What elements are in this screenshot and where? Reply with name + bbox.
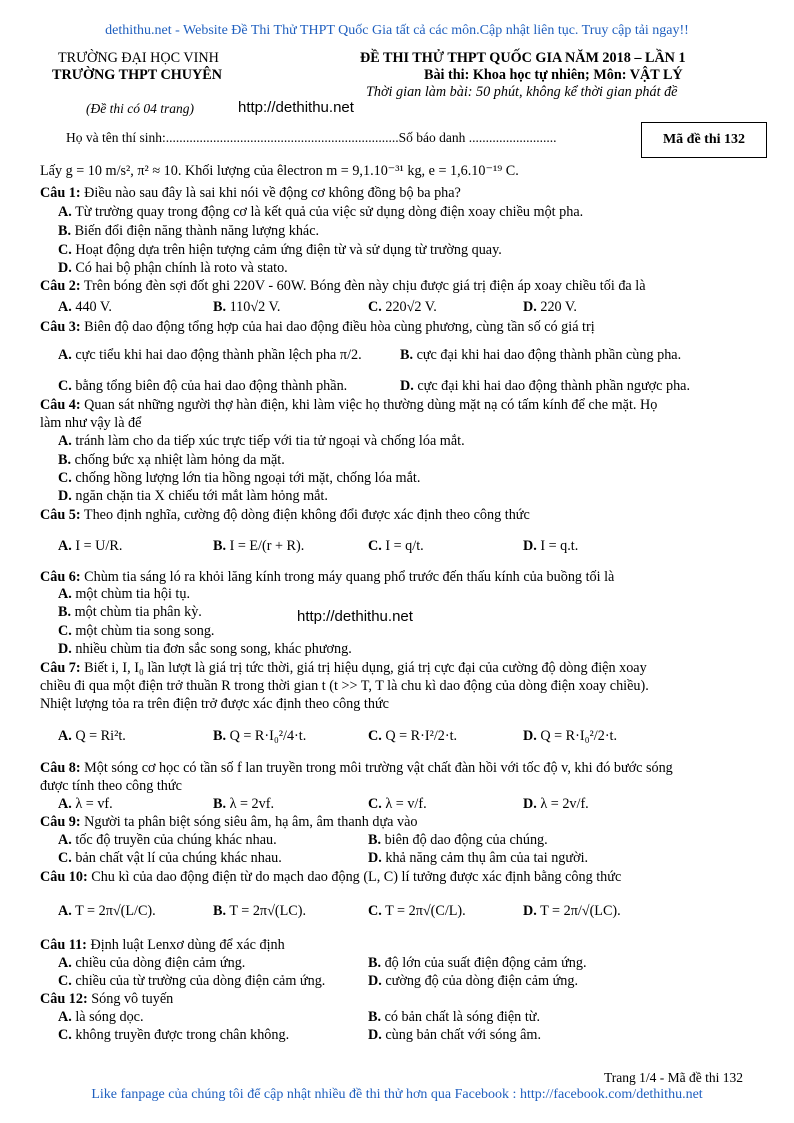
question-3 [40, 318, 595, 336]
option-a: T = 2π√(L/C). [75, 903, 156, 919]
option-b: I = E/(r + R). [229, 538, 305, 554]
option-c: chống hồng lượng lớn tia hồng ngoại tới mặt, chống lóa mắt. [75, 470, 421, 486]
question-1 [40, 184, 461, 202]
option-c: một chùm tia song song. [75, 623, 215, 639]
question-text: Sóng vô tuyến [91, 991, 174, 1007]
question-text-cont: làm như vậy là để [40, 415, 142, 431]
option-b: độ lớn của suất điện động cảm ứng. [384, 955, 587, 971]
question-8 [40, 759, 673, 777]
option-b: λ = 2vf. [229, 796, 274, 812]
option-d: 220 V. [540, 299, 577, 315]
option-b: T = 2π√(LC). [229, 903, 306, 919]
option-c: 220√2 V. [385, 299, 437, 315]
option-b: chống bức xạ nhiệt làm hỏng da mặt. [74, 452, 285, 468]
page-footer: Trang 1/4 - Mã đề thi 132 [604, 1070, 743, 1085]
question-label: Câu 2: [40, 278, 81, 294]
option-d: cùng bản chất với sóng âm. [385, 1027, 541, 1043]
option-c: chiều của từ trường của dòng điện cảm ứng. [75, 973, 326, 989]
pages-note: (Đề thi có 04 trang) [86, 101, 194, 116]
option-d: T = 2π/√(LC). [540, 903, 621, 919]
exam-code-box: Mã đề thi 132 [641, 122, 767, 158]
question-text: Quan sát những người thợ hàn điện, khi làm việc họ thường dùng mặt nạ có tấm kính để che mặt. Họ [84, 397, 658, 413]
option-b: có bản chất là sóng điện từ. [384, 1009, 540, 1025]
question-text-cont: Nhiệt lượng tỏa ra trên điện trở được xác định theo công thức [40, 696, 389, 712]
question-label: Câu 4: [40, 397, 81, 413]
option-a: chiều của dòng điện cảm ứng. [75, 955, 246, 971]
option-d: λ = 2v/f. [540, 796, 589, 812]
option-b: biên độ dao động của chúng. [384, 832, 548, 848]
question-label: Câu 1: [40, 185, 81, 201]
option-d: cực đại khi hai dao động thành phần ngược pha. [417, 378, 691, 394]
option-a: λ = vf. [75, 796, 113, 812]
question-7 [40, 659, 647, 677]
question-10 [40, 868, 621, 886]
question-12 [40, 990, 173, 1008]
option-c: T = 2π√(C/L). [385, 903, 466, 919]
option-b: một chùm tia phân kỳ. [74, 604, 202, 620]
option-c: I = q/t. [385, 538, 424, 554]
option-c: không truyền được trong chân không. [75, 1027, 290, 1043]
option-b: Biến đổi điện năng thành năng lượng khác. [74, 223, 320, 239]
question-text: Biết i, I, I₀ lần lượt là giá trị tức thời, giá trị hiệu dụng, giá trị cực đại của cường độ dòng điện xoay [84, 660, 647, 676]
question-text: Trên bóng đèn sợi đốt ghi 220V - 60W. Bóng đèn này chịu được giá trị điện áp xoay chiều tối đa là [83, 278, 646, 294]
option-b: 110√2 V. [229, 299, 281, 315]
option-a: tốc độ truyền của chúng khác nhau. [75, 832, 277, 848]
option-a: 440 V. [75, 299, 112, 315]
option-d: nhiều chùm tia đơn sắc song song, khác phương. [75, 641, 352, 657]
question-label: Câu 9: [40, 814, 81, 830]
option-c: bằng tổng biên độ của hai dao động thành phần. [75, 378, 348, 394]
question-text: Điều nào sau đây là sai khi nói về động cơ không đồng bộ ba pha? [84, 185, 461, 201]
question-text-cont: được tính theo công thức [40, 778, 182, 794]
option-c: Hoạt động dựa trên hiện tượng cảm ứng điện từ và sử dụng từ trường quay. [75, 242, 502, 258]
question-label: Câu 10: [40, 869, 88, 885]
question-text: Biên độ dao động tổng hợp của hai dao động điều hòa cùng phương, cùng tần số có giá trị [84, 319, 595, 335]
question-11 [40, 936, 285, 954]
question-label: Câu 11: [40, 937, 87, 953]
option-d: Q = R·I₀²/2·t. [540, 728, 618, 744]
given-constants: Lấy g = 10 m/s², π² ≈ 10. Khối lượng của êlectron m = 9,1.10⁻³¹ kg, e = 1,6.10⁻¹⁹ C. [40, 163, 519, 179]
option-d: cường độ của dòng điện cảm ứng. [385, 973, 579, 989]
question-2 [40, 277, 646, 295]
bottom-banner[interactable]: Like fanpage của chúng tôi để cập nhật nhiều đề thi thử hơn qua Facebook : http://facebook.com/dethithu.net [91, 1087, 703, 1102]
option-c: Q = R·I²/2·t. [385, 728, 458, 744]
option-d: khả năng cảm thụ âm của tai người. [385, 850, 589, 866]
exam-title: ĐỀ THI THỬ THPT QUỐC GIA NĂM 2018 – LẦN 1 [360, 50, 686, 66]
exam-time: Thời gian làm bài: 50 phút, không kể thời gian phát đề [366, 84, 678, 100]
option-c: λ = v/f. [385, 796, 427, 812]
website-link[interactable]: http://dethithu.net [238, 99, 354, 116]
question-text: Theo định nghĩa, cường độ dòng điện không đổi được xác định theo công thức [83, 507, 530, 523]
top-banner[interactable]: dethithu.net - Website Đề Thi Thử THPT Quốc Gia tất cả các môn.Cập nhật liên tục. Truy cập tải ngay!! [105, 23, 689, 38]
option-a: Từ trường quay trong động cơ là kết quả của việc sử dụng dòng điện xoay chiều một pha. [75, 204, 584, 220]
option-a: tránh làm cho da tiếp xúc trực tiếp với tia tử ngoại và chống lóa mắt. [75, 433, 465, 449]
school-name-1: TRƯỜNG ĐẠI HỌC VINH [58, 50, 219, 66]
option-a: là sóng dọc. [75, 1009, 144, 1025]
option-a: một chùm tia hội tụ. [75, 586, 191, 602]
question-text: Chu kì của dao động điện từ do mạch dao động (L, C) lí tưởng được xác định bằng công thức [91, 869, 622, 885]
question-label: Câu 3: [40, 319, 81, 335]
option-d: ngăn chặn tia X chiếu tới mắt làm hỏng mắt. [75, 488, 328, 504]
question-label: Câu 7: [40, 660, 81, 676]
option-a: Q = Ri²t. [75, 728, 126, 744]
question-text: Một sóng cơ học có tần số f lan truyền trong môi trường vật chất đàn hồi với tốc độ v, khi đó bước sóng [84, 760, 673, 776]
question-label: Câu 8: [40, 760, 81, 776]
option-c: bản chất vật lí của chúng khác nhau. [75, 850, 282, 866]
option-d: I = q.t. [540, 538, 579, 554]
website-link[interactable]: http://dethithu.net [297, 608, 413, 625]
exam-subject: Bài thi: Khoa học tự nhiên; Môn: VẬT LÝ [424, 67, 683, 83]
option-a: cực tiểu khi hai dao động thành phần lệch pha π/2. [75, 347, 362, 363]
option-a: I = U/R. [75, 538, 123, 554]
question-text-cont: chiều đi qua một điện trở thuần R trong thời gian t (t >> T, T là chu kì dao động của dòng điện xoay chiều). [40, 678, 649, 694]
question-text: Chùm tia sáng ló ra khỏi lăng kính trong máy quang phổ trước đến thấu kính của buồng tối là [84, 569, 615, 585]
question-text: Định luật Lenxơ dùng để xác định [90, 937, 285, 953]
question-4 [40, 396, 657, 414]
question-label: Câu 5: [40, 507, 81, 523]
option-d: Có hai bộ phận chính là roto và stato. [75, 260, 288, 276]
question-5 [40, 506, 530, 524]
question-label: Câu 12: [40, 991, 88, 1007]
school-name-2: TRƯỜNG THPT CHUYÊN [52, 67, 223, 83]
option-b: Q = R·I₀²/4·t. [229, 728, 307, 744]
question-6 [40, 568, 614, 586]
question-text: Người ta phân biệt sóng siêu âm, hạ âm, âm thanh dựa vào [84, 814, 418, 830]
option-b: cực đại khi hai dao động thành phần cùng pha. [416, 347, 682, 363]
question-9 [40, 813, 418, 831]
question-label: Câu 6: [40, 569, 81, 585]
candidate-info-line[interactable]: Họ và tên thí sinh:.....................................................................Số báo danh .......................... [66, 130, 557, 145]
